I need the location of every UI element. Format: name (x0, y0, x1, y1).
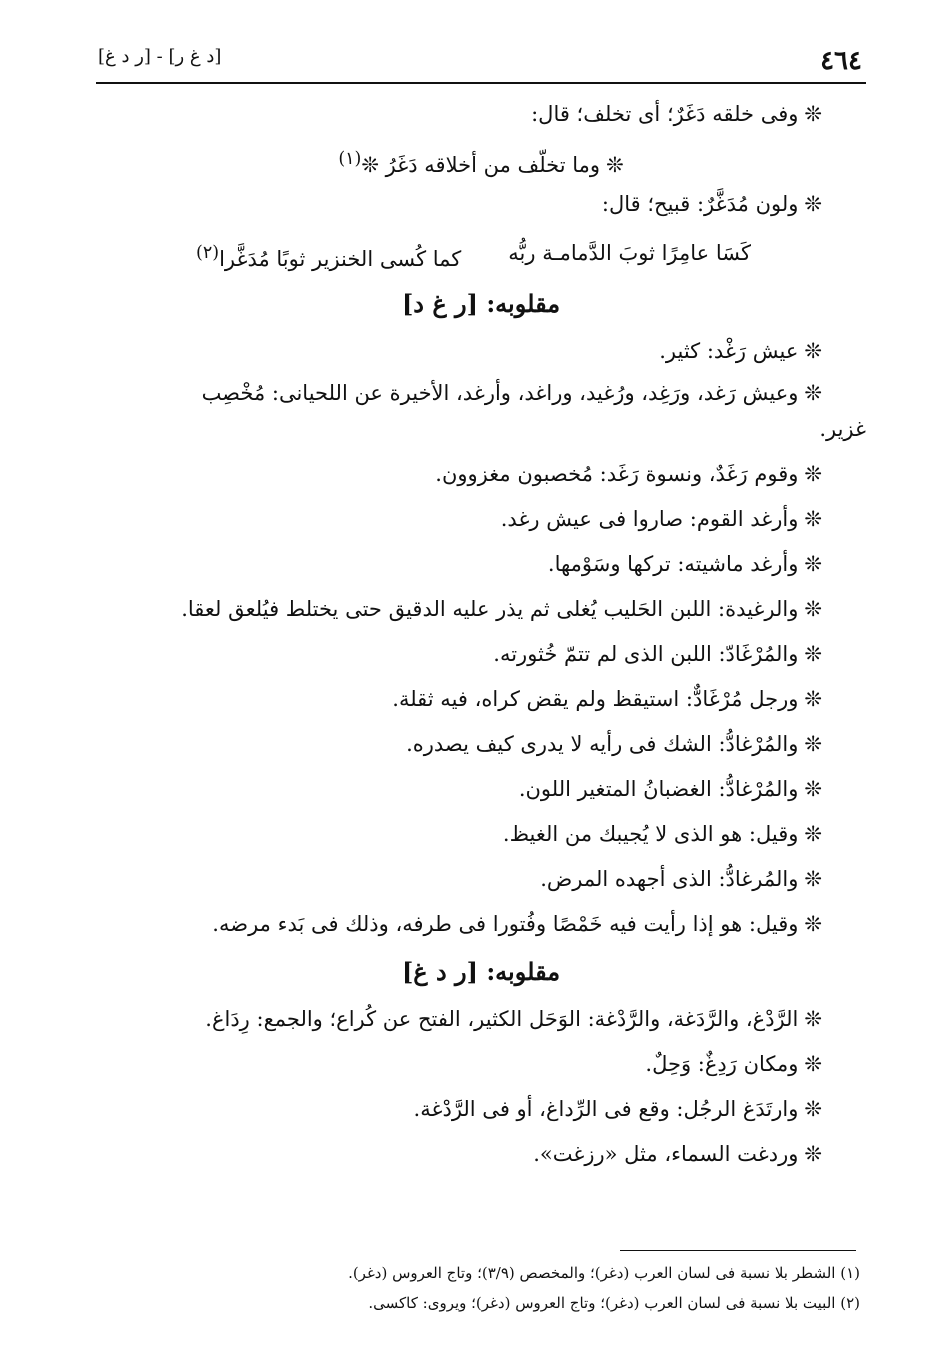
star-icon: ❊ (361, 153, 379, 177)
star-icon: ❊ (804, 642, 822, 666)
star-icon: ❊ (804, 192, 822, 216)
star-icon: ❊ (804, 1007, 822, 1031)
star-icon: ❊ (804, 381, 822, 405)
entry-line: ❊والمُرْغادُّ: الغضبانُ المتغير اللون. (518, 777, 822, 801)
footnote-divider (620, 1250, 856, 1251)
entry-line: ❊ومكان رَدِغٌ: وَحِلٌ. (645, 1052, 822, 1076)
section-heading: مقلوبه: [ر د غ] (401, 957, 561, 986)
poetry-verse (96, 227, 866, 279)
star-icon: ❊ (804, 912, 822, 936)
footnotes (96, 1258, 866, 1318)
star-icon: ❊ (804, 339, 822, 363)
entry-line: ❊وقوم رَغَدٌ، ونسوة رَغَد: مُخصبون مغزوون. (435, 462, 822, 486)
star-icon: ❊ (804, 732, 822, 756)
entry-line: ❊وردغت السماء، مثل «رزغت». (533, 1142, 822, 1166)
star-icon: ❊ (804, 552, 822, 576)
entry-line: ❊والمُرْغَادّ: اللبن الذى لم تتمّ خُثورته. (493, 642, 822, 666)
entry-line: ❊وارتَدَغ الرجُل: وقع فى الرِّداغ، أو فى الرَّدْغة. (413, 1097, 822, 1121)
page-number: ٤٦٤ (820, 46, 862, 76)
section-heading: مقلوبه: [ر غ د] (401, 289, 561, 318)
star-icon: ❊ (804, 597, 822, 621)
footnote-ref-1: (١) (338, 149, 362, 169)
star-icon: ❊ (804, 1097, 822, 1121)
star-icon: ❊ (804, 867, 822, 891)
entry-line: ❊ورجل مُرْغَادٌّ: استيقظ ولم يقض كراه، فيه ثقلة. (392, 687, 822, 711)
entry-line: ❊الرَّدْغ، والرَّدَغة، والرَّدْغة: الوَحَل الكثير، الفتح عن كُراع؛ والجمع: رِدَاغ. (205, 1007, 822, 1031)
entry-line: ❊ولون مُدَغَّرٌ: قبيح؛ قال: (601, 192, 822, 216)
entry-line: ❊والرغيدة: اللبن الحَليب يُغلى ثم يذر عليه الدقيق حتى يختلط فيُلعق لعقا. (181, 597, 822, 621)
entry-line-continuation: غزير. (819, 417, 866, 441)
star-icon: ❊ (804, 1052, 822, 1076)
footnote-ref-2: (٢) (196, 243, 220, 263)
star-icon: ❊ (804, 1142, 822, 1166)
star-icon: ❊ (804, 102, 822, 126)
entry-line: ❊والمُرْغادُّ: الشك فى رأيه لا يدرى كيف يصدره. (406, 732, 822, 756)
star-icon: ❊ (606, 153, 624, 177)
star-icon: ❊ (804, 822, 822, 846)
entry-line: ❊وأرغد ماشيته: تركها وسَوْمها. (547, 552, 822, 576)
entry-line: ❊والمُرغادُّ: الذى أجهده المرض. (540, 867, 822, 891)
quoted-hemistich: ❊وما تخلّف من أخلاقه دَغَرُ ❊$^{(١)}$ (338, 149, 624, 177)
entry-line: ❊وأرغد القوم: صاروا فى عيش رغد. (500, 507, 822, 531)
entry-line: ❊وقيل: هو إذا رأيت فيه خَمْصًا وفُتورا فى طرفه، وذلك فى بَدء مرضه. (212, 912, 822, 936)
entry-line: ❊عيش رَغْد: كثير. (659, 339, 822, 363)
star-icon: ❊ (804, 507, 822, 531)
star-icon: ❊ (804, 687, 822, 711)
entry-line: ❊وعيش رَغد، ورَغِد، ورُغيد، وراغد، وأرغد، الأخيرة عن اللحيانى: مُخْصِب (201, 381, 822, 405)
verse-hemistich-2: كما كُسى الخنزير ثوبًا مُدَغَّرا$^{(٢)}$ (196, 243, 462, 271)
verse-hemistich-1: كَسَا عامِرًا ثوبَ الدَّمامـة ربُّه (508, 241, 751, 265)
star-icon: ❊ (804, 462, 822, 486)
entry-line: ❊وقيل: هو الذى لا يُجيبك من الغيظ. (502, 822, 822, 846)
page-body (96, 92, 866, 1177)
running-head: [د غ ر] - [ر د غ] (98, 46, 222, 67)
footnote-2: (٢) البيت بلا نسبة فى لسان العرب (دغر)؛ وتاج العروس (دغر)؛ ويروى: كاكسى. (368, 1294, 860, 1312)
entry-line: ❊وفى خلقه دَغَرٌ؛ أى تخلف؛ قال: (531, 102, 822, 126)
page-header (96, 40, 866, 84)
footnote-1: (١) الشطر بلا نسبة فى لسان العرب (دغر)؛ والمخصص (٣/٩)؛ وتاج العروس (دغر). (348, 1264, 860, 1282)
star-icon: ❊ (804, 777, 822, 801)
